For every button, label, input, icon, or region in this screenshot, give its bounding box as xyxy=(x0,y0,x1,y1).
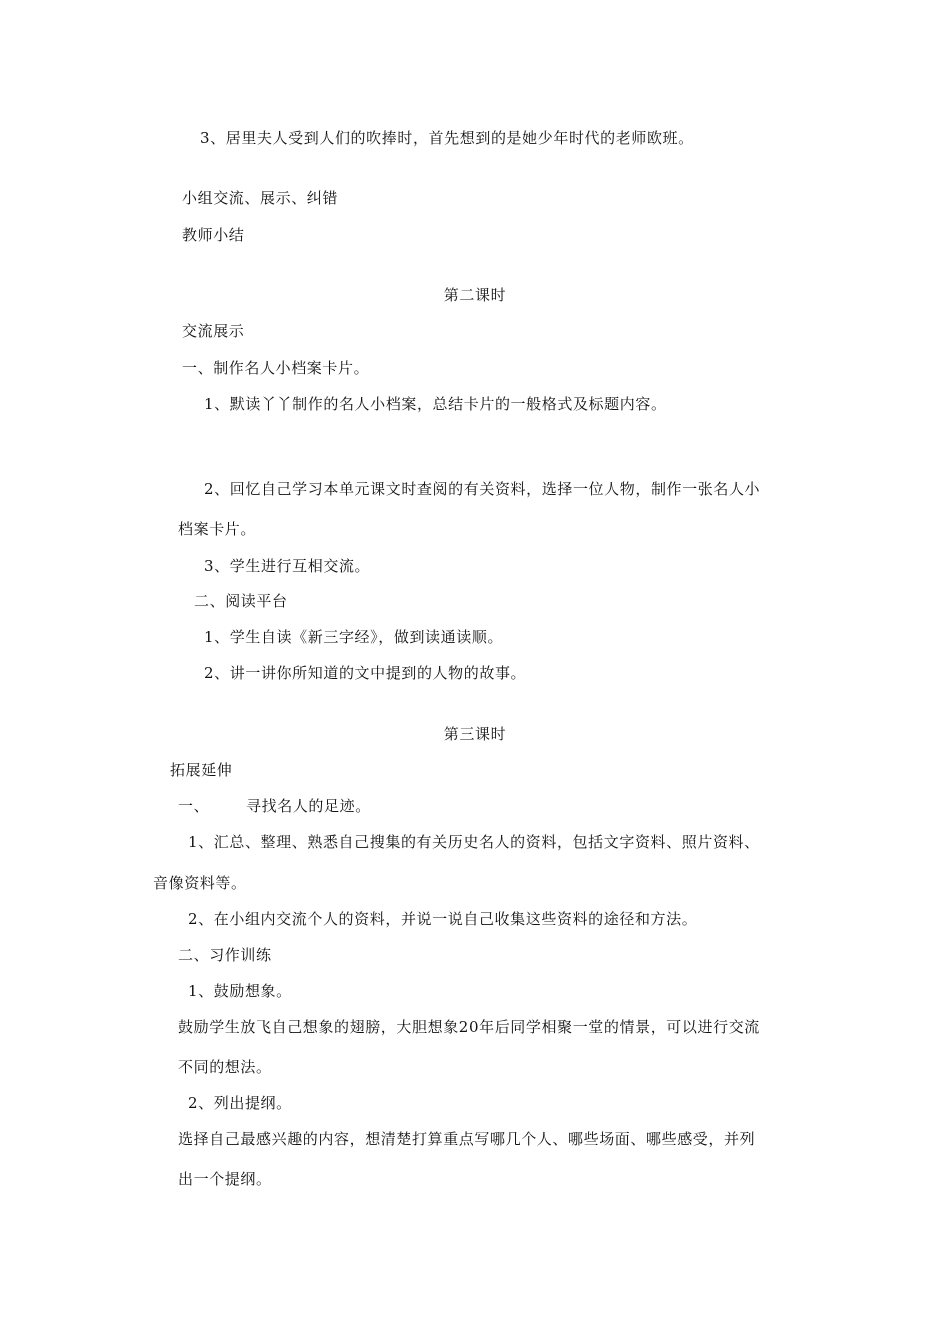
paragraph-line: 1、学生自读《新三字经》，做到读通读顺。 xyxy=(204,628,504,646)
paragraph-line: 音像资料等。 xyxy=(153,874,247,892)
paragraph-line: 鼓励学生放飞自己想象的翅膀，大胆想象20年后同学相聚一堂的情景，可以进行交流 xyxy=(178,1018,760,1036)
paragraph-line: 寻找名人的足迹。 xyxy=(246,797,371,815)
paragraph-line: 一、制作名人小档案卡片。 xyxy=(182,359,370,377)
paragraph-line: 2、讲一讲你所知道的文中提到的人物的故事。 xyxy=(204,664,527,682)
paragraph-line: 2、列出提纲。 xyxy=(188,1094,292,1112)
paragraph-line: 小组交流、展示、纠错 xyxy=(182,189,339,207)
section-heading: 第二课时 xyxy=(443,286,507,304)
paragraph-line: 一、 xyxy=(178,797,210,815)
paragraph-line: 不同的想法。 xyxy=(178,1058,272,1076)
paragraph-line: 二、习作训练 xyxy=(178,946,272,964)
section-heading: 第三课时 xyxy=(443,725,507,743)
paragraph-line: 1、默读丫丫制作的名人小档案，总结卡片的一般格式及标题内容。 xyxy=(204,395,667,413)
paragraph-line: 教师小结 xyxy=(182,226,245,244)
paragraph-line: 出一个提纲。 xyxy=(178,1170,272,1188)
paragraph-line: 交流展示 xyxy=(182,322,245,340)
paragraph-line: 档案卡片。 xyxy=(178,520,257,538)
paragraph-line: 拓展延伸 xyxy=(170,761,233,779)
paragraph-line: 1、鼓励想象。 xyxy=(188,982,292,1000)
paragraph-line: 选择自己最感兴趣的内容，想清楚打算重点写哪几个人、哪些场面、哪些感受，并列 xyxy=(178,1130,756,1148)
paragraph-line: 3、居里夫人受到人们的吹捧时，首先想到的是她少年时代的老师欧班。 xyxy=(200,129,694,147)
paragraph-line: 2、在小组内交流个人的资料，并说一说自己收集这些资料的途径和方法。 xyxy=(188,910,698,928)
paragraph-line: 1、汇总、整理、熟悉自己搜集的有关历史名人的资料，包括文字资料、照片资料、 xyxy=(188,833,760,851)
paragraph-line: 二、阅读平台 xyxy=(194,592,288,610)
paragraph-line: 2、回忆自己学习本单元课文时查阅的有关资料，选择一位人物，制作一张名人小 xyxy=(204,480,761,498)
paragraph-line: 3、学生进行互相交流。 xyxy=(204,557,371,575)
